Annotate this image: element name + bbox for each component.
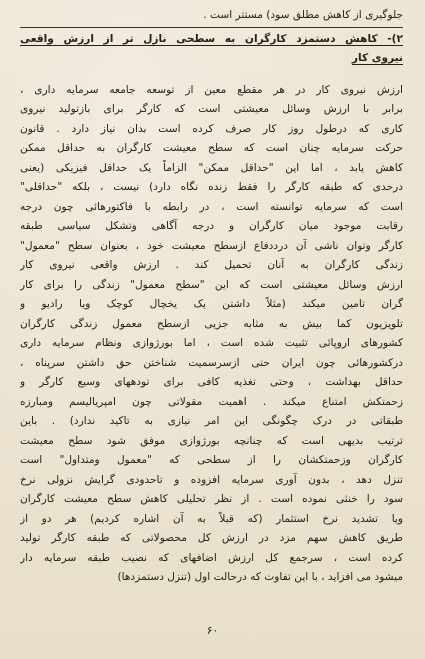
body-line: کشورهای اروپائی تثبیت شده است ، اما بورژوازی ونظام سرمایه داری xyxy=(20,337,403,349)
body-line: برابر با ارزش وسائل معیشتی است که کارگر برای بازتولید نیروی xyxy=(20,103,403,115)
body-line: کرده است ، سرجمع کل ارزش اضافهای که نصیب طبقه سرمایه دار xyxy=(20,551,403,564)
body-line: زندگی کارگران به آنان تحمیل کند . ارزش واقعی نیروی کار xyxy=(20,259,403,271)
body-line: سود را خنثی نموده است . از نظر تحلیلی کاهش سطح معیشت کارگران xyxy=(20,493,403,505)
body-line: ارزش وسائل معیشتی است که این "سطح معمول" زندگی را برای کار xyxy=(20,278,403,291)
body-line: حرکت سرمایه چنان است که سطح معیشت کارگران به حداقل ممکن xyxy=(20,142,403,154)
body-line: میشود می افزاید ، با این تفاوت که درحالت اول (تنزل دستمزدها) xyxy=(117,571,403,583)
body-line: ارزش نیروی کار در هر مقطع معین از توسعه جامعه سرمایه داری ، xyxy=(20,83,403,96)
body-line: زحمتکش امتناع میکند . اهمیت مقولاتی چون امپریالیسم ومبارزه xyxy=(20,395,403,408)
body-line: رقابت موجود میان کارگران و درجه آگاهی وتشکل سیاسی طبقه xyxy=(20,220,403,232)
section-divider xyxy=(20,27,403,28)
section-heading-line-1: ۲)- کاهش دستمزد کارگران به سطحی نازل تر از ارزش واقعی xyxy=(20,32,403,45)
page-number: ۶۰ xyxy=(206,624,219,637)
heading-spacer xyxy=(20,69,403,81)
body-line: گران تامین میکند (مثلاً داشتن یک یخچال کوچک ویا رادیو و xyxy=(20,298,403,310)
body-line: کارگر وتوان ناشی آن درددفاع ازسطح معیشت خود ، بعنوان سطح "معمول" xyxy=(20,239,403,252)
body-line: درکشورهائی چون ایران حتی ازسرسمیت شناختن حق داشتن سرپناه ، xyxy=(20,356,403,369)
body-line: طبقاتی در درک چگونگی این امر نیازی به تاکید ندارد) . باین xyxy=(20,415,403,427)
body-line: ویا تشدید نرخ استثمار (که قبلاً به آن اشاره کردیم) هر دو از xyxy=(20,512,403,525)
body-line: حداقل بهداشت ، وحتی تغذیه کافی برای تودههای وسیع کارگر و xyxy=(20,376,403,388)
body-paragraph xyxy=(20,81,403,588)
section-heading-line-2: نیروی کار xyxy=(351,52,403,64)
body-line: است که سرمایه توانسته است ، در رابطه با فاکتورهائی چون درجه xyxy=(20,200,403,213)
body-line: ترتیب بدیهی است که چنانچه بورژوازی موفق شود سطح معیشت xyxy=(20,434,403,447)
body-line: کاری که درطول روز کار صرف کرده است بدان نیاز دارد . قانون xyxy=(20,122,403,135)
body-line: درحدی که طبقه کارگر را فقط زنده نگاه دارد) نیست ، بلکه "حداقلی" xyxy=(20,181,403,193)
body-line: کاهش یابد ، اما این "حداقل ممکن" الزاماً یک حداقل فیزیکی (یعنی xyxy=(20,161,403,174)
intro-line: جلوگیری از کاهش مطلق سود) مستتر است . xyxy=(203,9,403,21)
body-line: طریق کاهش سهم مزد در ارزش کل محصولاتی که طبقه کارگر تولید xyxy=(20,532,403,544)
body-line: کارگران وزحمتکشان را از سطحی که "معمول ومتداول" است xyxy=(20,454,403,466)
body-line: تنزل دهد ، بدون آوری سرمایه افزوده و تاحدودی گرایش نزولی نرخ xyxy=(20,473,403,486)
body-line: تلویزیون کما بیش به مثابه جزیی ازسطح معمول زندگی کارگران xyxy=(20,317,403,330)
